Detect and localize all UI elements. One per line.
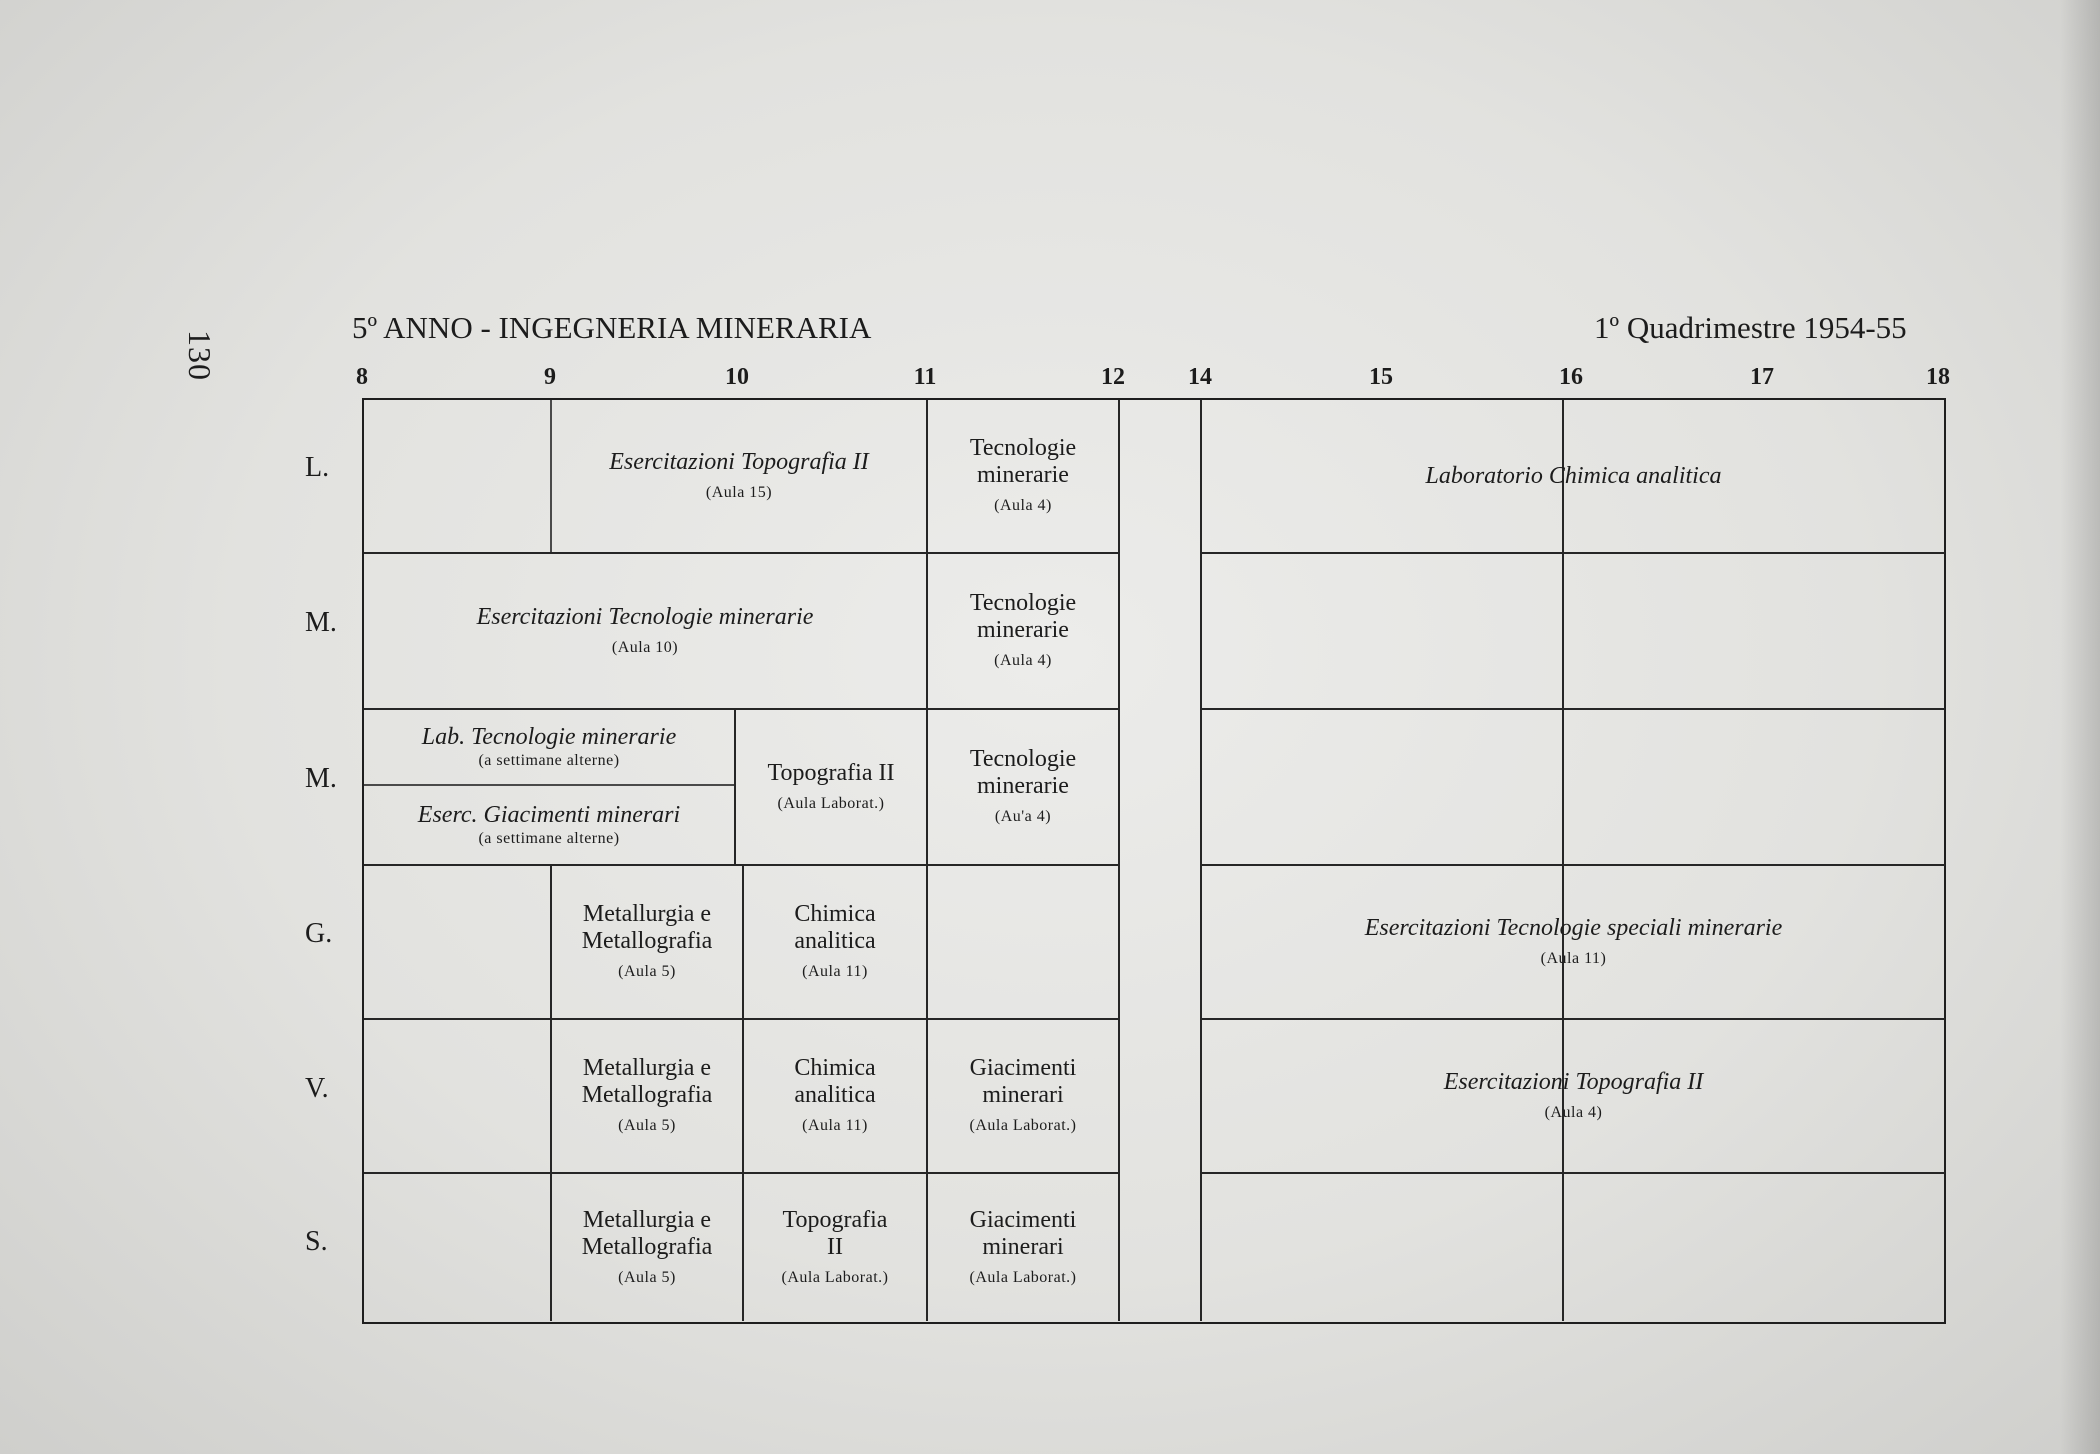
room-label: (Aula 5) (618, 1268, 676, 1286)
page-edge-shadow (2060, 0, 2100, 1454)
subject-label: Metallurgia e Metallografia (581, 1206, 713, 1260)
slot-friday-esercitazioni-topografia (1202, 1020, 1945, 1172)
subject-label: Tecnologie minerarie (969, 435, 1077, 488)
slot-thursday-metallurgia (552, 866, 742, 1018)
room-label: (Aula 15) (705, 483, 773, 501)
subject-label: Esercitazioni Tecnologie speciali minerarie (1364, 914, 1783, 941)
slot-wednesday-eserc-giacimenti (364, 786, 734, 864)
timetable-title: 5º ANNO - INGEGNERIA MINERARIA (352, 310, 872, 345)
hour-label: 11 (913, 364, 937, 390)
slot-saturday-giacimenti (928, 1174, 1118, 1321)
slot-friday-chimica (744, 1020, 926, 1172)
subject-label: Lab. Tecnologie minerarie (421, 723, 677, 750)
slot-saturday-metallurgia (552, 1174, 742, 1321)
slot-friday-metallurgia (552, 1020, 742, 1172)
room-label: (Aula 5) (618, 963, 676, 980)
subject-label: Topografia II (767, 759, 895, 786)
slot-monday-laboratorio (1202, 400, 1945, 552)
room-label: (Aula 4) (1544, 1103, 1603, 1121)
hour-label: 10 (725, 364, 749, 390)
slot-saturday-topografia (744, 1174, 926, 1321)
note-label: (a settimane alterne) (478, 829, 620, 847)
room-label: (Aula 11) (1540, 949, 1607, 967)
slot-monday-tecnologie (928, 400, 1118, 552)
room-label: (Aula 10) (611, 638, 679, 656)
slot-thursday-esercitazioni-speciali (1202, 866, 1945, 1018)
room-label: (Aula 5) (618, 1117, 676, 1134)
subject-label: Laboratorio Chimica analitica (1425, 462, 1722, 489)
room-label: (Aula 4) (994, 652, 1052, 669)
room-label: (Aula 11) (802, 1117, 868, 1134)
hour-label: 12 (1101, 364, 1125, 390)
subject-label: Chimica analitica (794, 901, 876, 954)
row-divider (1200, 708, 1945, 710)
day-label-thursday: G. (305, 918, 333, 949)
slot-tuesday-esercitazioni-tecnologie (364, 554, 926, 708)
hour-label: 14 (1188, 364, 1212, 390)
hour-label: 16 (1559, 364, 1583, 390)
day-label-friday: V. (305, 1073, 329, 1104)
room-label: (Aula Laborat.) (781, 1268, 889, 1286)
subject-label: Esercitazioni Tecnologie minerarie (476, 603, 814, 630)
timetable-grid (362, 398, 1946, 1324)
subject-label: Chimica analitica (794, 1055, 876, 1108)
room-label: (Aula 4) (994, 497, 1052, 514)
hour-label: 17 (1750, 364, 1774, 390)
subject-label: Esercitazioni Topografia II (609, 448, 869, 475)
subject-label: Topografia II (782, 1206, 888, 1260)
day-label-tuesday: M. (305, 607, 337, 638)
room-label: (Aula Laborat.) (969, 1268, 1077, 1286)
subject-label: Giacimenti minerari (969, 1055, 1077, 1108)
timetable-period: 1º Quadrimestre 1954-55 (1594, 310, 1907, 345)
slot-thursday-chimica (744, 866, 926, 1018)
subject-label: Metallurgia e Metallografia (581, 901, 713, 954)
day-label-wednesday: M. (305, 763, 337, 794)
slot-friday-giacimenti (928, 1020, 1118, 1172)
hour-label: 9 (544, 364, 556, 390)
day-label-monday: L. (305, 452, 330, 483)
room-label: (Aula Laborat.) (969, 1117, 1077, 1134)
page-number: 130 (182, 330, 218, 381)
subject-label: Tecnologie minerarie (969, 746, 1077, 799)
slot-wednesday-topografia (736, 710, 926, 864)
row-divider (1200, 552, 1945, 554)
hour-label: 18 (1926, 364, 1950, 390)
subject-label: Tecnologie minerarie (969, 590, 1077, 643)
note-label: (a settimane alterne) (478, 751, 620, 769)
column-divider (1118, 400, 1120, 1321)
slot-monday-esercitazioni-topografia (552, 400, 926, 552)
column-divider (926, 864, 928, 1018)
subject-label: Metallurgia e Metallografia (581, 1055, 713, 1108)
room-label: (Aula 11) (802, 963, 868, 980)
hour-label: 15 (1369, 364, 1393, 390)
subject-label: Esercitazioni Topografia II (1443, 1068, 1704, 1095)
row-divider (1200, 1172, 1945, 1174)
hour-label: 8 (356, 364, 368, 390)
subject-label: Eserc. Giacimenti minerari (417, 801, 681, 828)
room-label: (Aula Laborat.) (777, 794, 885, 812)
slot-tuesday-tecnologie (928, 554, 1118, 708)
subject-label: Giacimenti minerari (969, 1206, 1077, 1260)
day-label-saturday: S. (305, 1226, 328, 1257)
room-label: (Au'a 4) (994, 808, 1052, 825)
slot-wednesday-lab-tecnologie (364, 710, 734, 784)
slot-wednesday-tecnologie (928, 710, 1118, 864)
